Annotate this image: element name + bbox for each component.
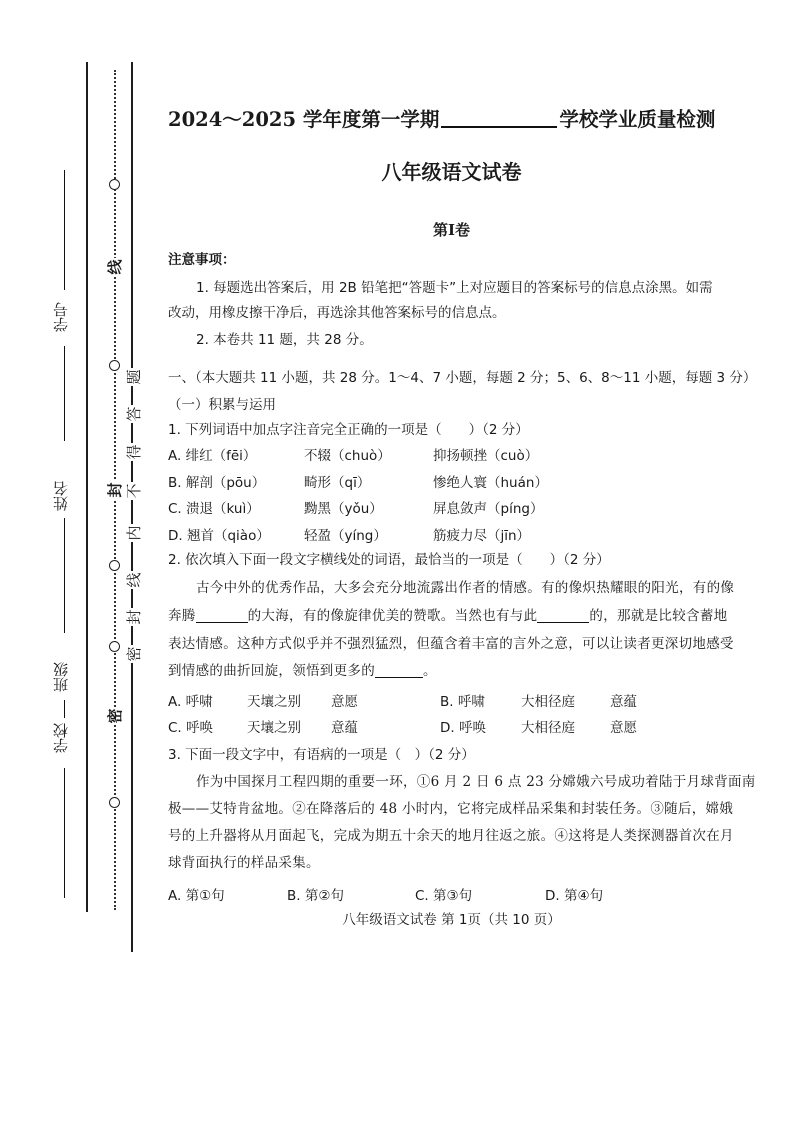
q2-option-a-word2: 天壤之别 — [247, 694, 301, 710]
inner-seal-char: 不 — [125, 483, 143, 499]
q2-option-c-word3: 意蕴 — [331, 720, 358, 736]
q3-passage-line: 球背面执行的样品采集。 — [168, 855, 320, 871]
q2-passage-text: 的，那就是比较含蓄地 — [589, 608, 728, 624]
q1-option-b: B. 解剖（pōu） — [168, 475, 266, 491]
q1-option-a-word2: 不辍（chuò） — [304, 448, 391, 464]
question-2-stem: 2. 依次填入下面一段文字横线处的词语，最恰当的一项是（ ）（2 分） — [168, 552, 610, 568]
seal-circle — [109, 360, 120, 371]
q2-blank-2 — [537, 608, 589, 623]
q2-passage-line: 古今中外的优秀作品，大多会充分地流露出作者的情感。有的像炽热耀眼的阳光，有的像 — [196, 580, 735, 596]
q1-option-a: A. 绯红（fēi） — [168, 448, 257, 464]
name-blank — [64, 518, 65, 633]
inner-seal-char: 答 — [125, 406, 143, 422]
class-blank — [64, 700, 65, 718]
exam-subtitle: 八年级语文试卷 — [381, 160, 522, 184]
title-term: 2024～2025 学年度第一学期 — [168, 108, 440, 131]
seal-word-secret: 密 — [106, 708, 124, 724]
seal-word-seal: 封 — [106, 482, 124, 498]
section-title: 第Ⅰ卷 — [432, 221, 471, 239]
q3-passage-line: 极——艾特肯盆地。②在降落后的 48 小时内，它将完成样品采集和封装任务。③随后，嫦娥 — [168, 801, 734, 817]
q2-blank-3 — [375, 663, 423, 678]
seal-circle — [109, 560, 120, 571]
q1-option-c-word2: 黝黑（yǒu） — [304, 501, 383, 517]
q1-option-c: C. 溃退（kuì） — [168, 501, 260, 517]
q3-passage-line: 号的上升器将从月面起飞，完成为期五十余天的地月往返之旅。④这将是人类探测器首次在月 — [168, 828, 734, 844]
notes-item-1: 1. 每题选出答案后，用 2B 铅笔把“答题卡”上对应题目的答案标号的信息点涂黑。如需 — [196, 280, 713, 296]
question-1-stem: 1. 下列词语中加点字注音完全正确的一项是（ ）（2 分） — [168, 422, 529, 438]
question-3-stem: 3. 下面一段文字中，有语病的一项是（ ）（2 分） — [168, 747, 475, 763]
q3-passage-line: 作为中国探月工程四期的重要一环，①6 月 2 日 6 点 23 分嫦娥六号成功着陆于月球背面南 — [196, 774, 756, 790]
q2-passage-line: 表达情感。这种方式似乎并不强烈猛烈，但蕴含着丰富的言外之意，可以让读者更深切地感受 — [168, 636, 734, 652]
q1-option-b-word3: 惨绝人寰（huán） — [433, 475, 548, 491]
q2-option-c: C. 呼唤 — [168, 720, 214, 736]
title-exam: 学校学业质量检测 — [559, 108, 716, 131]
q2-passage-text: 奔腾 — [168, 608, 196, 624]
q2-passage-text: 。 — [423, 663, 437, 679]
margin-inner-line — [131, 62, 133, 952]
q2-option-d-word3: 意愿 — [610, 720, 637, 736]
q1-option-a-word3: 抑扬顿挫（cuò） — [433, 448, 539, 464]
q2-option-b-word2: 大相径庭 — [521, 694, 575, 710]
inner-seal-char: 得 — [125, 444, 143, 460]
q2-option-a-word3: 意愿 — [331, 694, 358, 710]
class-label: 班级 — [52, 662, 70, 692]
q2-blank-1 — [196, 608, 248, 623]
school-name-blank — [441, 106, 557, 128]
q2-passage-line — [168, 604, 727, 624]
student-id-label: 学号 — [52, 302, 70, 332]
margin-outer-line — [86, 62, 88, 912]
q3-option-b: B. 第②句 — [287, 888, 344, 904]
q2-option-a: A. 呼啸 — [168, 694, 213, 710]
q1-option-c-word3: 屏息敛声（píng） — [433, 501, 544, 517]
q2-passage-text: 到情感的曲折回旋，领悟到更多的 — [168, 663, 375, 679]
q2-passage-line — [168, 659, 437, 679]
notes-item-2: 2. 本卷共 11 题，共 28 分。 — [196, 332, 373, 348]
q1-option-b-word2: 畸形（qī） — [304, 475, 371, 491]
notes-item-1-cont: 改动，用橡皮擦干净后，再选涂其他答案标号的信息点。 — [168, 305, 506, 321]
inner-seal-char: 封 — [125, 609, 143, 625]
exam-title — [168, 104, 715, 132]
inner-seal-char: 线 — [125, 572, 143, 588]
q2-option-b-word3: 意蕴 — [610, 694, 637, 710]
q3-option-c: C. 第③句 — [415, 888, 473, 904]
q2-option-b: B. 呼啸 — [440, 694, 485, 710]
q2-option-d-word2: 大相径庭 — [521, 720, 575, 736]
school-label: 学校 — [52, 723, 70, 753]
q3-option-d: D. 第④句 — [545, 888, 604, 904]
q1-option-d-word3: 筋疲力尽（jīn） — [433, 528, 531, 544]
q2-option-d: D. 呼唤 — [440, 720, 486, 736]
seal-circle — [109, 797, 120, 808]
inner-seal-char: 内 — [125, 525, 143, 541]
school-blank — [64, 768, 65, 898]
q1-option-d-word2: 轻盈（yíng） — [304, 528, 387, 544]
seal-circle — [109, 641, 120, 652]
notes-heading: 注意事项： — [168, 252, 236, 268]
q3-option-a: A. 第①句 — [168, 888, 225, 904]
inner-seal-char: 题 — [125, 369, 143, 385]
part-one-heading: 一、（本大题共 11 小题，共 28 分。1～4、7 小题，每题 2 分；5、6、8～11 小题，每题 3 分） — [168, 370, 757, 386]
seal-word-line: 线 — [106, 259, 124, 275]
page-footer: 八年级语文试卷 第 1页（共 10 页） — [342, 912, 561, 928]
inner-seal-char: 密 — [125, 646, 143, 662]
subsection-heading: （一）积累与运用 — [168, 397, 276, 413]
name-label: 姓名 — [52, 481, 70, 511]
q2-passage-text: 的大海，有的像旋律优美的赞歌。当然也有与此 — [247, 608, 538, 624]
q1-option-d: D. 翘首（qiào） — [168, 528, 270, 544]
q2-option-c-word2: 天壤之别 — [247, 720, 301, 736]
student-id-blank — [64, 346, 65, 441]
